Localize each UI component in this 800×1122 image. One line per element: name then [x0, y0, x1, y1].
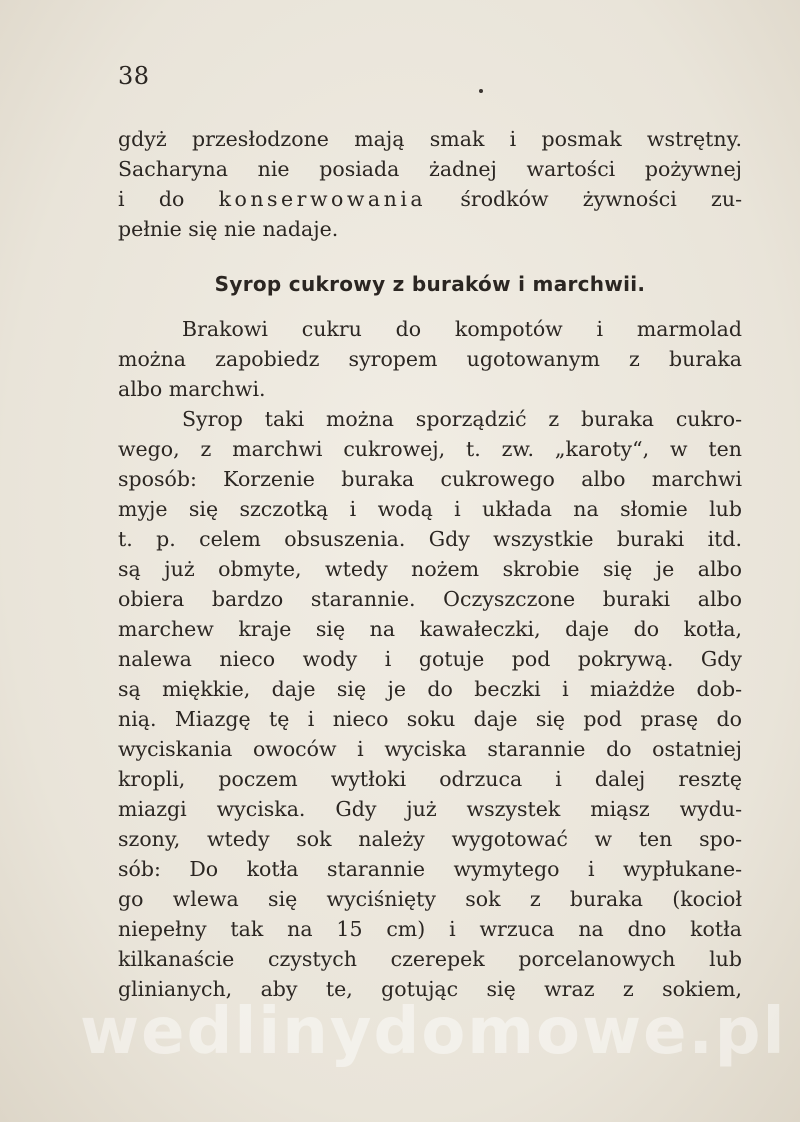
- spaced-word: konserwowania: [218, 187, 427, 211]
- text-line: nalewa nieco wody i gotuje pod pokrywą. Gdy: [118, 647, 742, 671]
- text-line: go wlewa się wyciśnięty sok z buraka (kocioł: [118, 887, 742, 911]
- text-line: pełnie się nie nadaje.: [118, 217, 339, 241]
- text-line: są już obmyte, wtedy nożem skrobie się je albo: [118, 557, 742, 581]
- paragraph-intro: [118, 124, 742, 244]
- text-line: Syrop taki można sporządzić z buraka cukro-: [182, 407, 742, 431]
- paragraph-brakowi: [118, 314, 742, 404]
- text-line: t. p. celem obsuszenia. Gdy wszystkie buraki itd.: [118, 527, 742, 551]
- print-speck: [479, 89, 483, 93]
- text-line: marchew kraje się na kawałeczki, daje do kotła,: [118, 617, 742, 641]
- text-line: obiera bardzo starannie. Oczyszczone buraki albo: [118, 587, 742, 611]
- watermark: wedlinydomowe.pl: [80, 995, 787, 1069]
- text-line: sposób: Korzenie buraka cukrowego albo marchwi: [118, 467, 742, 491]
- section-heading: Syrop cukrowy z buraków i marchwii.: [214, 272, 646, 296]
- text-line: są miękkie, daje się je do beczki i miażdże dob-: [118, 677, 742, 701]
- text-line: można zapobiedz syropem ugotowanym z buraka: [118, 347, 742, 371]
- text-line: wyciskania owoców i wyciska starannie do ostatniej: [118, 737, 742, 761]
- text-line: wego, z marchwi cukrowej, t. zw. „karoty“, w ten: [118, 437, 742, 461]
- text-line: Sacharyna nie posiada żadnej wartości pożywnej: [118, 157, 742, 181]
- paragraph-syrop: [118, 404, 742, 1004]
- text-line: szony, wtedy sok należy wygotować w ten spo-: [118, 827, 742, 851]
- text-line: glinianych, aby te, gotując się wraz z sokiem,: [118, 977, 742, 1001]
- text-line: kilkanaście czystych czerepek porcelanowych lub: [118, 947, 742, 971]
- text-line: myje się szczotką i wodą i układa na słomie lub: [118, 497, 742, 521]
- text-line: kropli, poczem wytłoki odrzuca i dalej resztę: [118, 767, 742, 791]
- text-line: gdyż przesłodzone mają smak i posmak wstrętny.: [118, 127, 742, 151]
- text-line: Brakowi cukru do kompotów i marmolad: [182, 317, 742, 341]
- text-line: niepełny tak na 15 cm) i wrzuca na dno kotła: [118, 917, 742, 941]
- text-line: albo marchwi.: [118, 377, 266, 401]
- text-line: nią. Miazgę tę i nieco soku daje się pod prasę do: [118, 707, 742, 731]
- text-line: i do konserwowania środków żywności zu-: [118, 187, 742, 211]
- text-line: miazgi wyciska. Gdy już wszystek miąsz wydu-: [118, 797, 742, 821]
- page-number: 38: [118, 62, 150, 90]
- text-line: sób: Do kotła starannie wymytego i wypłukane-: [118, 857, 742, 881]
